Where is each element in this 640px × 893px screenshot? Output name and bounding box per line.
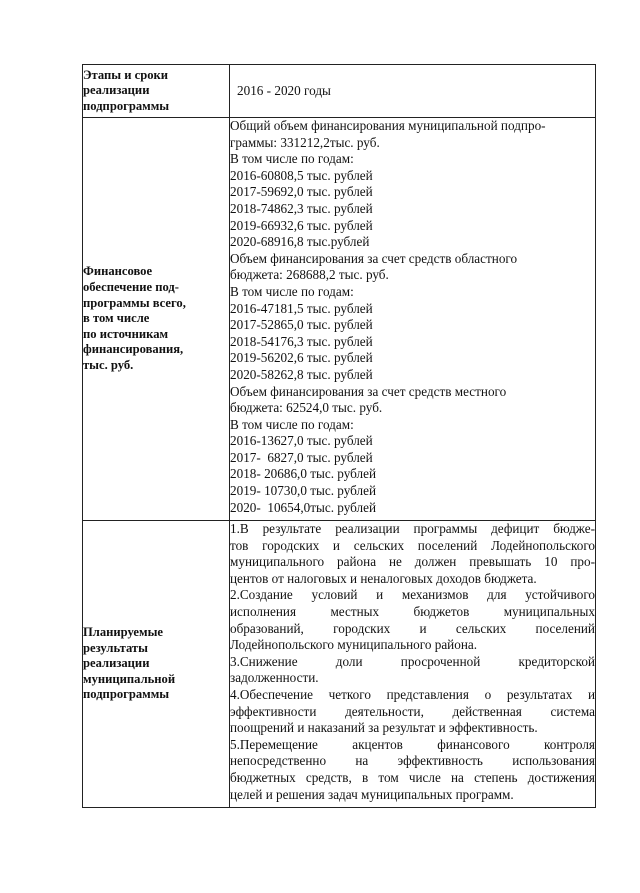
result-item [230,521,595,587]
table-row-results [83,521,596,808]
result-line: 3.Снижение доли просроченной кредиторской [230,653,595,669]
results-value-cell [230,521,596,808]
stages-value-cell [230,65,596,118]
financing-year-line: 2017-52865,0 тыс. рублей [230,317,373,333]
financing-year-heading: В том числе по годам: [230,283,354,299]
financing-label-line: по источникам [83,326,169,341]
stages-label-line: реализации [83,83,150,98]
financing-year-line: 2019-66932,6 тыс. рублей [230,217,373,233]
financing-year-line: 2017-59692,0 тыс. рублей [230,184,373,200]
financing-year-line: 2019-56202,6 тыс. рублей [230,350,373,366]
result-line: целей и решения задач муниципальных программ. [230,786,514,802]
stages-label-cell [83,65,230,118]
stages-value: 2016 - 2020 годы [237,82,331,98]
financing-year-heading: В том числе по годам: [230,151,354,167]
table-row-stages [83,65,596,118]
results-label-line: результаты [83,640,148,655]
result-line: 4.Обеспечение четкого представления о результатах и [230,686,595,702]
result-line: образований, городских и сельских поселений [230,620,595,636]
financing-label-cell [83,118,230,521]
result-line: непосредственно на эффективность использования [230,753,595,769]
result-line: поощрений и наказаний за результат и эффективность. [230,720,538,736]
financing-year-line: 2020-68916,8 тыс.рублей [230,234,370,250]
financing-label-line: Финансовое [83,264,153,279]
result-line: эффективности деятельности, действенная система [230,703,595,719]
financing-year-line: 2016-47181,5 тыс. рублей [230,300,373,316]
results-label-line: подпрограммы [83,687,170,702]
financing-value-cell [230,118,596,521]
financing-local-line: Объем финансирования за счет средств местного [230,383,507,399]
financing-year-line: 2017- 6827,0 тыс. рублей [230,449,373,465]
financing-year-line: 2019- 10730,0 тыс. рублей [230,483,377,499]
financing-year-line: 2018-74862,3 тыс. рублей [230,200,373,216]
result-line: муниципального района не должен превышать 10 про- [230,554,595,570]
result-item [230,737,595,803]
result-line: бюджетных средств, в том числе на степень достижения [230,769,595,785]
financing-year-line: 2018- 20686,0 тыс. рублей [230,466,377,482]
financing-year-line: 2016-60808,5 тыс. рублей [230,167,373,183]
result-line: 2.Создание условий и механизмов для устойчивого [230,587,595,603]
financing-year-line: 2020-58262,8 тыс. рублей [230,366,373,382]
financing-year-line: 2020- 10654,0тыс. рублей [230,499,377,515]
result-line: 1.В результате реализации программы дефицит бюдже- [230,521,595,536]
financing-year-line: 2018-54176,3 тыс. рублей [230,333,373,349]
financing-label-line: тыс. руб. [83,357,134,372]
financing-regional-line: бюджета: 268688,2 тыс. руб. [230,267,389,283]
passport-table [82,64,596,808]
financing-total-line: Общий объем финансирования муниципальной подпро- [230,118,546,133]
result-line: 5.Перемещение акцентов финансового контроля [230,736,595,752]
financing-label-line: обеспечение под- [83,280,179,295]
result-item [230,687,595,737]
financing-local-line: бюджета: 62524,0 тыс. руб. [230,400,383,416]
results-label-line: Планируемые [83,625,164,640]
financing-year-heading: В том числе по годам: [230,416,354,432]
result-line: задолженности. [230,670,319,686]
result-line: центов от налоговых и неналоговых доходов бюджета. [230,570,537,586]
result-item [230,587,595,653]
financing-label-line: финансирования, [83,342,184,357]
financing-year-line: 2016-13627,0 тыс. рублей [230,433,373,449]
stages-label-line: Этапы и сроки [83,67,169,82]
result-item [230,654,595,687]
financing-regional-line: Объем финансирования за счет средств областного [230,250,518,266]
financing-label-line: программы всего, [83,295,186,310]
results-label-line: муниципальной [83,671,176,686]
result-line: Лодейнопольского муниципального района. [230,637,478,653]
table-row-financing [83,118,596,521]
results-label-cell [83,521,230,808]
results-label-line: реализации [83,656,150,671]
financing-total-line: граммы: 331212,2тыс. руб. [230,134,380,150]
financing-label-line: в том числе [83,311,150,326]
result-line: исполнения местных бюджетов муниципальных [230,603,595,619]
stages-label-line: подпрограммы [83,98,170,113]
result-line: тов городских и сельских поселений Лодейнопольского [230,537,595,553]
